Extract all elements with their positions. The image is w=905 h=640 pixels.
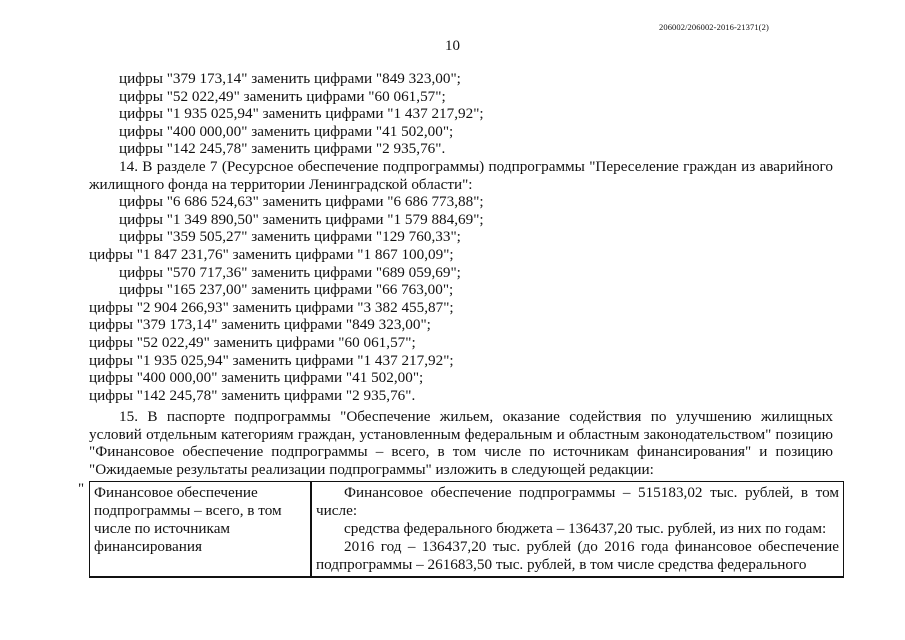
item-15-paragraph: 15. В паспорте подпрограммы "Обеспечение жильем, оказание содействия по улучшению жилищных условий отдельным категориям граждан, установленным федеральным и областным законодательством" позицию "Финансовое обеспечение подпрограммы – всего, в том числе по источникам финансирования" и позицию "Ожидаемые результаты реализации подпрограммы" изложить в следующей редакции: <box>89 408 833 479</box>
replacement-line: цифры "1 935 025,94" заменить цифрами "1 437 217,92"; <box>89 351 454 369</box>
page-number: 10 <box>445 38 460 54</box>
table-row <box>90 482 844 578</box>
replacement-line: цифры "142 245,78" заменить цифрами "2 935,76". <box>89 386 416 404</box>
financing-table <box>89 481 844 578</box>
replacement-line: цифры "52 022,49" заменить цифрами "60 061,57"; <box>119 87 446 105</box>
federal-budget-text: средства федерального бюджета – 136437,20 тыс. рублей, из них по годам: <box>344 520 827 537</box>
replacement-line: цифры "142 245,78" заменить цифрами "2 935,76". <box>119 140 446 158</box>
replacement-line: цифры "379 173,14" заменить цифрами "849 323,00"; <box>89 316 431 334</box>
financing-total-text: Финансовое обеспечение подпрограммы – 515183,02 тыс. рублей, в том числе: <box>316 484 839 519</box>
replacement-line: цифры "379 173,14" заменить цифрами "849 323,00"; <box>119 70 461 87</box>
replacement-line: цифры "165 237,00" заменить цифрами "66 763,00"; <box>119 281 454 299</box>
financing-label-cell: Финансовое обеспечение подпрограммы – всего, в том числе по источникам финансирования <box>90 482 312 578</box>
year-2016-text: 2016 год – 136437,20 тыс. рублей (до 2016 года финансовое обеспечение подпрограммы – 261683,50 тыс. рублей, в том числе средства федерального <box>316 538 839 573</box>
replacement-line: цифры "400 000,00" заменить цифрами "41 502,00"; <box>89 369 424 387</box>
replacement-line: цифры "1 349 890,50" заменить цифрами "1 579 884,69"; <box>119 210 484 228</box>
replacement-line: цифры "6 686 524,63" заменить цифрами "6 686 773,88"; <box>119 193 484 211</box>
document-body <box>89 70 833 479</box>
replacement-line: цифры "400 000,00" заменить цифрами "41 502,00"; <box>119 122 454 140</box>
replacement-line: цифры "1 847 231,76" заменить цифрами "1 867 100,09"; <box>89 245 454 263</box>
replacement-line: цифры "359 505,27" заменить цифрами "129 760,33"; <box>119 228 461 246</box>
replacement-line: цифры "570 717,36" заменить цифрами "689 059,69"; <box>119 263 461 281</box>
document-id: 206002/206002-2016-21371(2) <box>659 22 769 32</box>
replacement-line: цифры "1 935 025,94" заменить цифрами "1 437 217,92"; <box>119 105 484 123</box>
opening-quote-mark: " <box>78 481 85 497</box>
replacement-line: цифры "52 022,49" заменить цифрами "60 061,57"; <box>89 333 416 351</box>
financing-value-cell <box>311 482 844 578</box>
item-14-paragraph: 14. В разделе 7 (Ресурсное обеспечение подпрограммы) подпрограммы "Переселение граждан из аварийного жилищного фонда на территории Ленинградской области": <box>89 157 833 193</box>
replacement-line: цифры "2 904 266,93" заменить цифрами "3 382 455,87"; <box>89 298 454 316</box>
